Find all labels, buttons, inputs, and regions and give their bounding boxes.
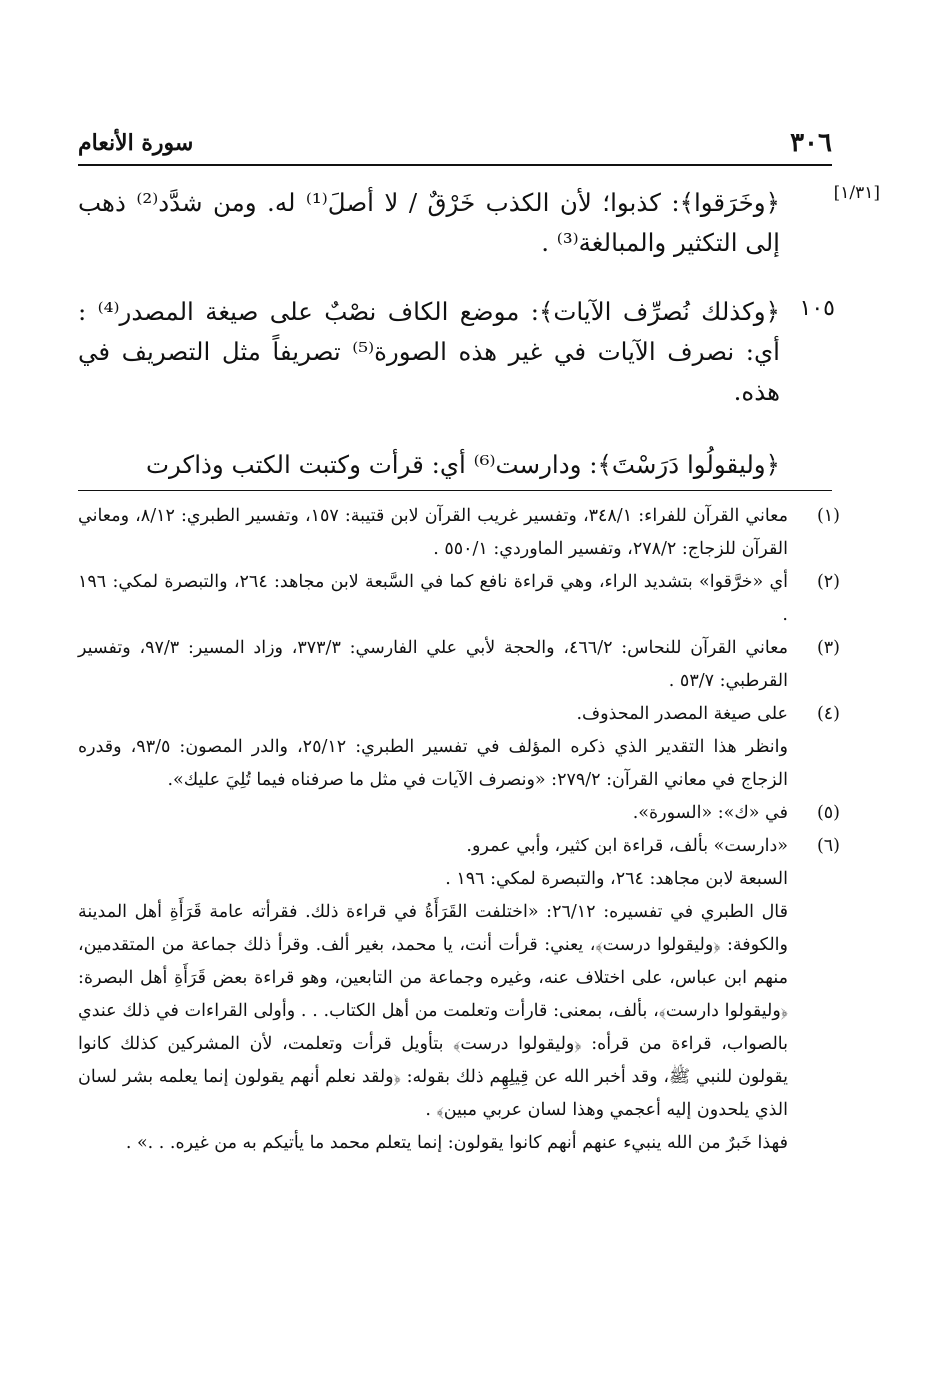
footnote: [78, 797, 840, 830]
footnote: [78, 830, 840, 1160]
manuscript-folio-ref: [١/٣١]: [833, 183, 880, 203]
footnote-number: (٤): [816, 704, 840, 724]
footnote-line: قال الطبري في تفسيره: ٢٦/١٢: «اختلفت القَرَأَةُ في قراءة ذلك. فقرأته عامة قَرَأَةِ أهل المدينة والكوفة: ﴿وليقولوا درست﴾، يعني: قرأت أنت، يا محمد، بغير ألف. وقرأ ذلك جماعة من المتقدمين، منهم ابن عباس، على اختلاف عنه، وغيره وجماعة من التابعين، وهو قراءة بعض قَرَأَةِ أهل البصرة: ﴿وليقولوا دارست﴾، بألف، بمعنى: قارأت وتعلمت من أهل الكتاب. . . وأولى القراءات في ذلك عندي بالصواب، قراءة من قرأه: ﴿وليقولوا درست﴾ بتأويل قرأت وتعلمت، لأن المشركين كذلك كانوا يقولون للنبي ﷺ، وقد أخبر الله عن قِيلِهِم ذلك بقوله: ﴿ولقد نعلم أنهم يقولون إنما يعلمه بشر لسان الذي يلحدون إليه أعجمي وهذا لسان عربي مبين﴾ .: [78, 902, 788, 1120]
page-number: ٣٠٦: [790, 128, 832, 158]
footnotes-section: [78, 500, 840, 1160]
footnote-text: [78, 698, 788, 797]
footnote-line: السبعة لابن مجاهد: ٢٦٤، والتبصرة لمكي: ١٩٦ .: [445, 869, 788, 889]
footnote-line: معاني القرآن للفراء: ٣٤٨/١، وتفسير غريب القرآن لابن قتيبة: ١٥٧، وتفسير الطبري: ٨/١٢، ومعاني القرآن للزجاج: ٢٧٨/٢، وتفسير الماوردي: ٥٥٠/١ .: [78, 506, 788, 559]
footnote-number: (١): [816, 506, 840, 526]
footnote-line: أي «خرَّقوا» بتشديد الراء، وهي قراءة نافع كما في السَّبعة لابن مجاهد: ٢٦٤، والتبصرة لمكي: ١٩٦ .: [78, 572, 788, 625]
footnote-line: فهذا خَبرٌ من الله ينبيء عنهم أنهم كانوا يقولون: إنما يتعلم محمد ما يأتيكم به من غيره. . .» .: [125, 1133, 788, 1153]
footnote-text: [78, 500, 788, 566]
footnote-line: «دارست» بألف، قراءة ابن كثير، وأبي عمرو.: [466, 836, 788, 856]
footnote-line: على صيغة المصدر المحذوف.: [576, 704, 788, 724]
footnote-text: [78, 632, 788, 698]
surah-title: سورة الأنعام: [78, 130, 194, 156]
footnote-number: (٢): [816, 572, 840, 592]
footnote-line: في «ك»: «السورة».: [632, 803, 788, 823]
verse-number: ١٠٥: [799, 296, 835, 321]
commentary-paragraph: ﴿وخَرَقوا﴾: كذبوا؛ لأن الكذب خَرْقٌ / لا أصلَ⁽¹⁾ له. ومن شدَّد⁽²⁾ ذهب إلى التكثير والمبالغة⁽³⁾ .: [78, 188, 780, 257]
page-header: [78, 128, 832, 166]
footnote-number: (٦): [816, 836, 840, 856]
footnote-text: [78, 830, 788, 1160]
footnote-line: وانظر هذا التقدير الذي ذكره المؤلف في تفسير الطبري: ٢٥/١٢، والدر المصون: ٩٣/٥، وقدره الزجاج في معاني القرآن: ٢٧٩/٢: «ونصرف الآيات في مثل ما صرفناه فيما تُلِيَ عليك».: [78, 737, 788, 790]
commentary-paragraph: ﴿وكذلك نُصرِّف الآيات﴾: موضع الكاف نصْبٌ على صيغة المصدر⁽⁴⁾ : أي: نصرف الآيات في غير هذه الصورة⁽⁵⁾ تصريفاً مثل التصريف في هذه.: [78, 297, 780, 406]
footnote-text: [78, 797, 788, 830]
footnote-line: معاني القرآن للنحاس: ٤٦٦/٢، والحجة لأبي علي الفارسي: ٣٧٣/٣، وزاد المسير: ٩٧/٣، وتفسير القرطبي: ٥٣/٧ .: [78, 638, 788, 691]
footnote-number: (٣): [816, 638, 840, 658]
footnote: [78, 566, 840, 632]
footnote-separator: [78, 490, 832, 491]
footnote: [78, 632, 840, 698]
footnote: [78, 500, 840, 566]
commentary-paragraph: ﴿وليقولُوا دَرَسْتَ﴾: ودارست⁽⁶⁾ أي: قرأت وكتبت الكتب وذاكرت: [145, 450, 780, 479]
footnote: [78, 698, 840, 797]
footnote-text: [78, 566, 788, 632]
footnote-number: (٥): [816, 803, 840, 823]
